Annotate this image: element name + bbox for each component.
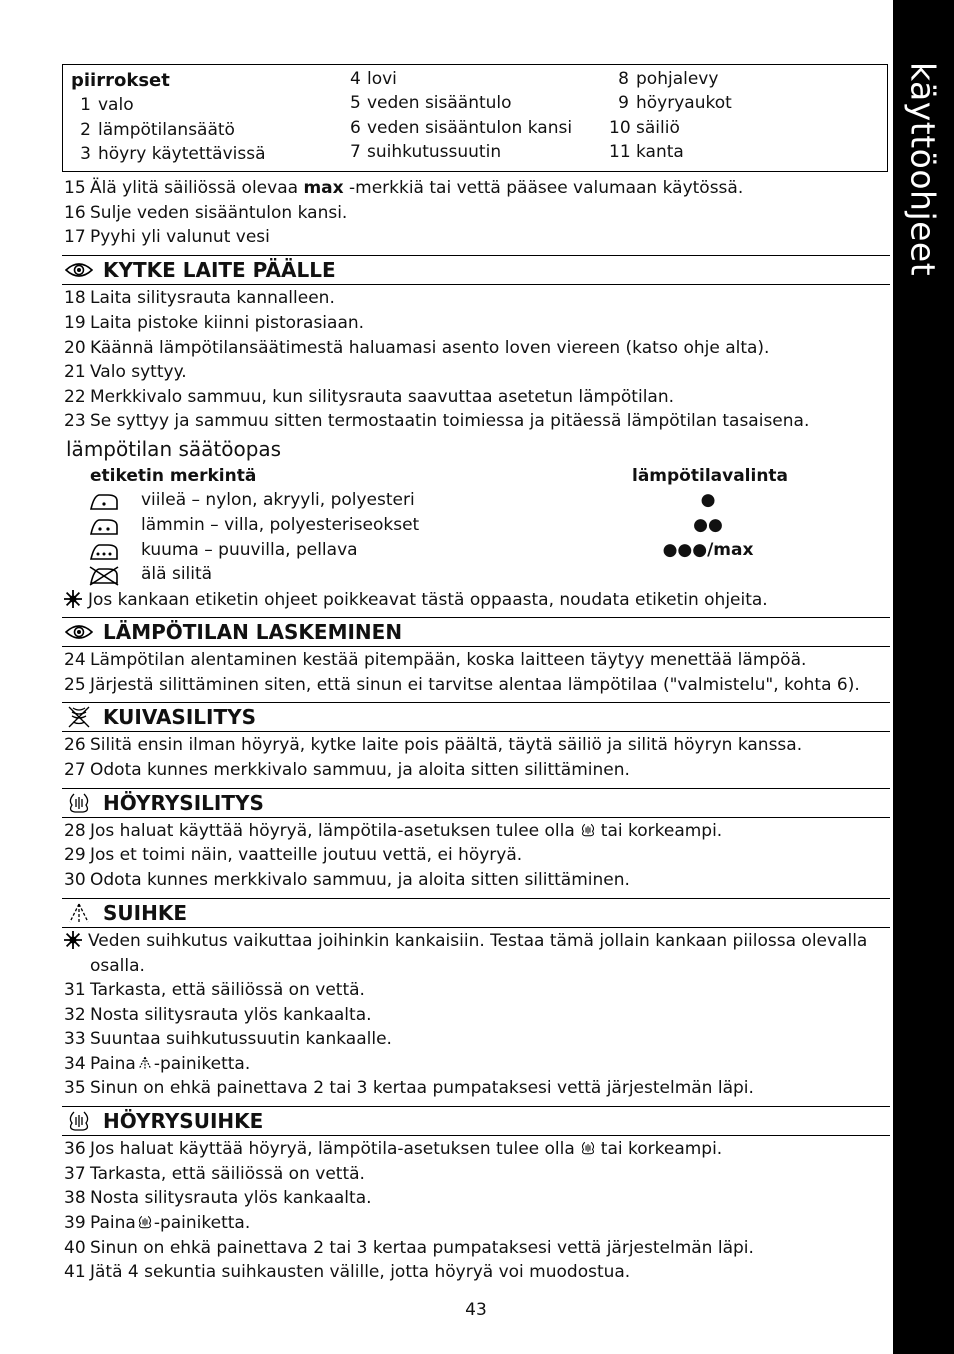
step-21: 21 Valo syttyy. [64,362,187,382]
section-heading: HÖYRYSILITYS [103,791,264,815]
step-17: 17 Pyyhi yli valunut vesi [64,227,270,247]
steam-icon [65,1110,93,1132]
step-25: 25 Järjestä silittäminen siten, että sinun ei tarvitse alentaa lämpötilaa ("valmistelu", kohta 6). [64,675,860,695]
iron-one-dot-icon [88,492,120,512]
step-24: 24 Lämpötilan alentaminen kestää pitempään, koska laitteen täytyy menettää lämpöä. [64,650,807,670]
section-heading: KYTKE LAITE PÄÄLLE [103,258,336,282]
part-item: 8 pohjalevy [618,69,719,89]
eye-icon [65,261,93,279]
step-16: 16 Sulje veden sisääntulon kansi. [64,203,348,223]
iron-crossed-icon [88,566,120,586]
step-38: 38 Nosta silitysrauta ylös kankaalta. [64,1188,372,1208]
temp-guide-title: lämpötilan säätöopas [66,437,282,461]
step-19: 19 Laita pistoke kiinni pistorasiaan. [64,313,365,333]
step-40: 40 Sinun on ehkä painettava 2 tai 3 kertaa pumpataksesi vettä järjestelmän läpi. [64,1238,754,1258]
step-27: 27 Odota kunnes merkkivalo sammuu, ja aloita sitten silittäminen. [64,760,630,780]
step-36: 36 Jos haluat käyttää höyryä, lämpötila-asetuksen tulee olla tai korkeampi. [64,1139,723,1159]
step-35: 35 Sinun on ehkä painettava 2 tai 3 kertaa pumpataksesi vettä järjestelmän läpi. [64,1078,754,1098]
parts-box [62,64,888,172]
section-switch-on [62,255,890,285]
steam-icon [65,792,93,814]
part-item: 10 säiliö [609,118,680,138]
step-41: 41 Jätä 4 sekuntia suihkausten välille, jotta höyryä voi muodostua. [64,1262,631,1282]
step-34: 34 Paina -painiketta. [64,1054,251,1074]
temp-guide-row: kuuma – puuvilla, pellava ●●●/max [88,540,788,564]
temp-guide-note: Jos kankaan etiketin ohjeet poikkeavat tästä oppaasta, noudata etiketin ohjeita. [64,590,768,610]
section-heading: HÖYRYSUIHKE [103,1109,264,1133]
sun-icon [64,590,82,608]
step-39: 39 Paina -painiketta. [64,1213,251,1233]
step-15: 15 Älä ylitä säiliössä olevaa max -merkkiä tai vettä pääsee valumaan käytössä. [64,178,744,198]
section-heading: KUIVASILITYS [103,705,256,729]
temp-guide-row: viileä – nylon, akryyli, polyesteri ● [88,490,788,514]
steam-icon [579,821,597,839]
temp-guide-col-label: etiketin merkintä [90,466,257,486]
section-temp-down [62,617,890,647]
part-item: 6 veden sisääntulon kansi [350,118,573,138]
section-dry-ironing [62,702,890,732]
part-item: 5 veden sisääntulo [350,93,512,113]
step-31: 31 Tarkasta, että säiliössä on vettä. [64,980,365,1000]
section-steam-spray [62,1106,890,1136]
temp-guide-col-setting: lämpötilavalinta [632,466,789,486]
step-32: 32 Nosta silitysrauta ylös kankaalta. [64,1005,372,1025]
part-item: 3 höyry käytettävissä [80,144,266,164]
temp-guide-row: lämmin – villa, polyesteriseokset ●● [88,515,788,539]
steam-icon [136,1213,154,1231]
step-29: 29 Jos et toimi näin, vaatteille joutuu vettä, ei höyryä. [64,845,523,865]
eye-icon [65,623,93,641]
no-steam-icon [65,706,93,728]
part-item: 11 kanta [609,142,684,162]
step-26: 26 Silitä ensin ilman höyryä, kytke laite pois päältä, täytä säiliö ja silitä höyryn kanssa. [64,735,803,755]
step-23: 23 Se syttyy ja sammuu sitten termostaatin toimiessa ja pitäessä lämpötilan tasaisena. [64,411,810,431]
step-37: 37 Tarkasta, että säiliössä on vettä. [64,1164,365,1184]
temp-guide-row: älä silitä [88,564,788,588]
sidebar-title: käyttöohjeet [903,62,943,277]
steam-icon [579,1139,597,1157]
iron-two-dots-icon [88,517,120,537]
step-30: 30 Odota kunnes merkkivalo sammuu, ja aloita sitten silittäminen. [64,870,630,890]
part-item: 7 suihkutussuutin [350,142,502,162]
step-28: 28 Jos haluat käyttää höyryä, lämpötila-asetuksen tulee olla tai korkeampi. [64,821,723,841]
spray-icon [136,1054,154,1072]
step-18: 18 Laita silitysrauta kannalleen. [64,288,335,308]
sun-icon [64,931,82,949]
spray-note: Veden suihkutus vaikuttaa joihinkin kankaisiin. Testaa tämä jollain kankaan piilossa olevalla [64,931,867,951]
step-33: 33 Suuntaa suihkutussuutin kankaalle. [64,1029,392,1049]
step-20: 20 Käännä lämpötilansäätimestä haluamasi asento loven viereen (katso ohje alta). [64,338,770,358]
spray-note-cont: osalla. [90,956,145,976]
iron-three-dots-icon [88,542,120,562]
part-item: 4 lovi [350,69,397,89]
section-heading: SUIHKE [103,901,187,925]
part-item: 1 valo [80,95,134,115]
section-heading: LÄMPÖTILAN LASKEMINEN [103,620,403,644]
part-item: 9 höyryaukot [618,93,732,113]
parts-title: piirrokset [71,70,170,91]
part-item: 2 lämpötilansäätö [80,120,235,140]
section-spray [62,898,890,928]
step-22: 22 Merkkivalo sammuu, kun silitysrauta saavuttaa asetetun lämpötilan. [64,387,675,407]
spray-icon [65,902,93,924]
page-number: 43 [465,1300,487,1320]
section-steam-ironing [62,788,890,818]
